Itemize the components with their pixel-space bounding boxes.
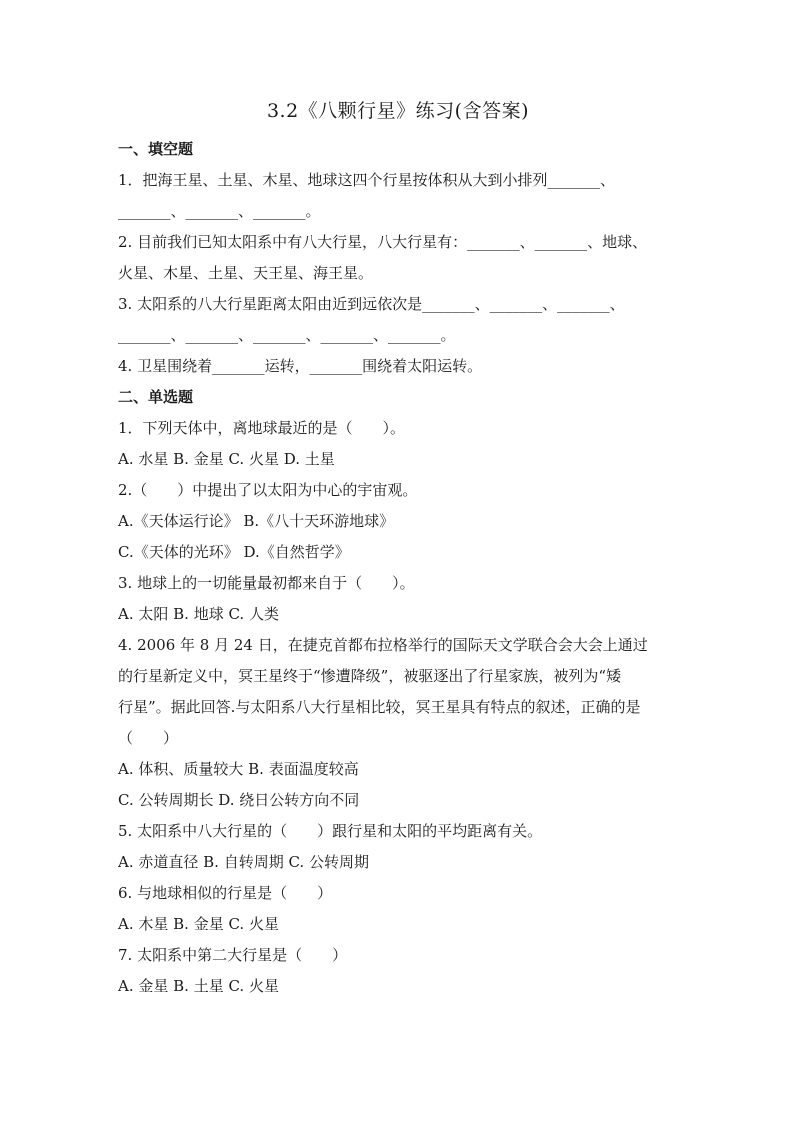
single-choice-questions — [118, 413, 678, 1002]
fill-in-questions — [118, 165, 678, 382]
section-heading-single-choice: 二、单选题 — [118, 388, 194, 406]
question-line: 1．下列天体中，离地球最近的是（ ）。 — [118, 419, 406, 437]
question-line: 3. 地球上的一切能量最初都来自于（ ）。 — [118, 574, 415, 592]
question-line: 3. 太阳系的八大行星距离太阳由近到远依次是_______、_______、_______、 — [118, 295, 625, 313]
question-line: _______、_______、_______、_______、_______。 — [118, 326, 456, 344]
answer-options: A. 水星 B. 金星 C. 火星 D. 土星 — [118, 450, 335, 468]
question-line: 的行星新定义中，冥王星终于“惨遭降级”，被驱逐出了行星家族，被列为“矮 — [118, 667, 622, 685]
question-line: 4. 2006 年 8 月 24 日，在捷克首都布拉格举行的国际天文学联合会大会上通过 — [118, 636, 648, 654]
answer-options: A. 金星 B. 土星 C. 火星 — [118, 977, 279, 995]
answer-options: C.《天体的光环》 D.《自然哲学》 — [118, 543, 350, 561]
question-line: 火星、木星、土星、天王星、海王星。 — [118, 264, 374, 282]
question-line: 行星”。据此回答.与太阳系八大行星相比较，冥王星具有特点的叙述，正确的是 — [118, 698, 641, 716]
answer-options: A.《天体运行论》 B.《八十天环游地球》 — [118, 512, 395, 530]
question-line: （ ） — [118, 729, 179, 747]
question-line: 7. 太阳系中第二大行星是（ ） — [118, 946, 348, 964]
question-line: 4. 卫星围绕着_______运转，_______围绕着太阳运转。 — [118, 357, 483, 375]
answer-options: A. 赤道直径 B. 自转周期 C. 公转周期 — [118, 853, 369, 871]
answer-options: A. 太阳 B. 地球 C. 人类 — [118, 605, 279, 623]
document-page — [118, 96, 678, 1002]
answer-options: A. 木星 B. 金星 C. 火星 — [118, 915, 279, 933]
question-line: 2.（ ）中提出了以太阳为中心的宇宙观。 — [118, 481, 418, 499]
question-line: 5. 太阳系中八大行星的（ ）跟行星和太阳的平均距离有关。 — [118, 822, 543, 840]
page-title: 3.2《八颗行星》练习(含答案) — [266, 100, 530, 122]
question-line: 1．把海王星、土星、木星、地球这四个行星按体积从大到小排列_______、 — [118, 171, 616, 189]
question-line: 2. 目前我们已知太阳系中有八大行星，八大行星有：_______、_______、地球、 — [118, 233, 648, 251]
question-line: 6. 与地球相似的行星是（ ） — [118, 884, 333, 902]
answer-options: C. 公转周期长 D. 绕日公转方向不同 — [118, 791, 360, 809]
answer-options: A. 体积、质量较大 B. 表面温度较高 — [118, 760, 359, 778]
question-line: _______、_______、_______。 — [118, 202, 321, 220]
section-heading-fill-in: 一、填空题 — [118, 140, 194, 158]
